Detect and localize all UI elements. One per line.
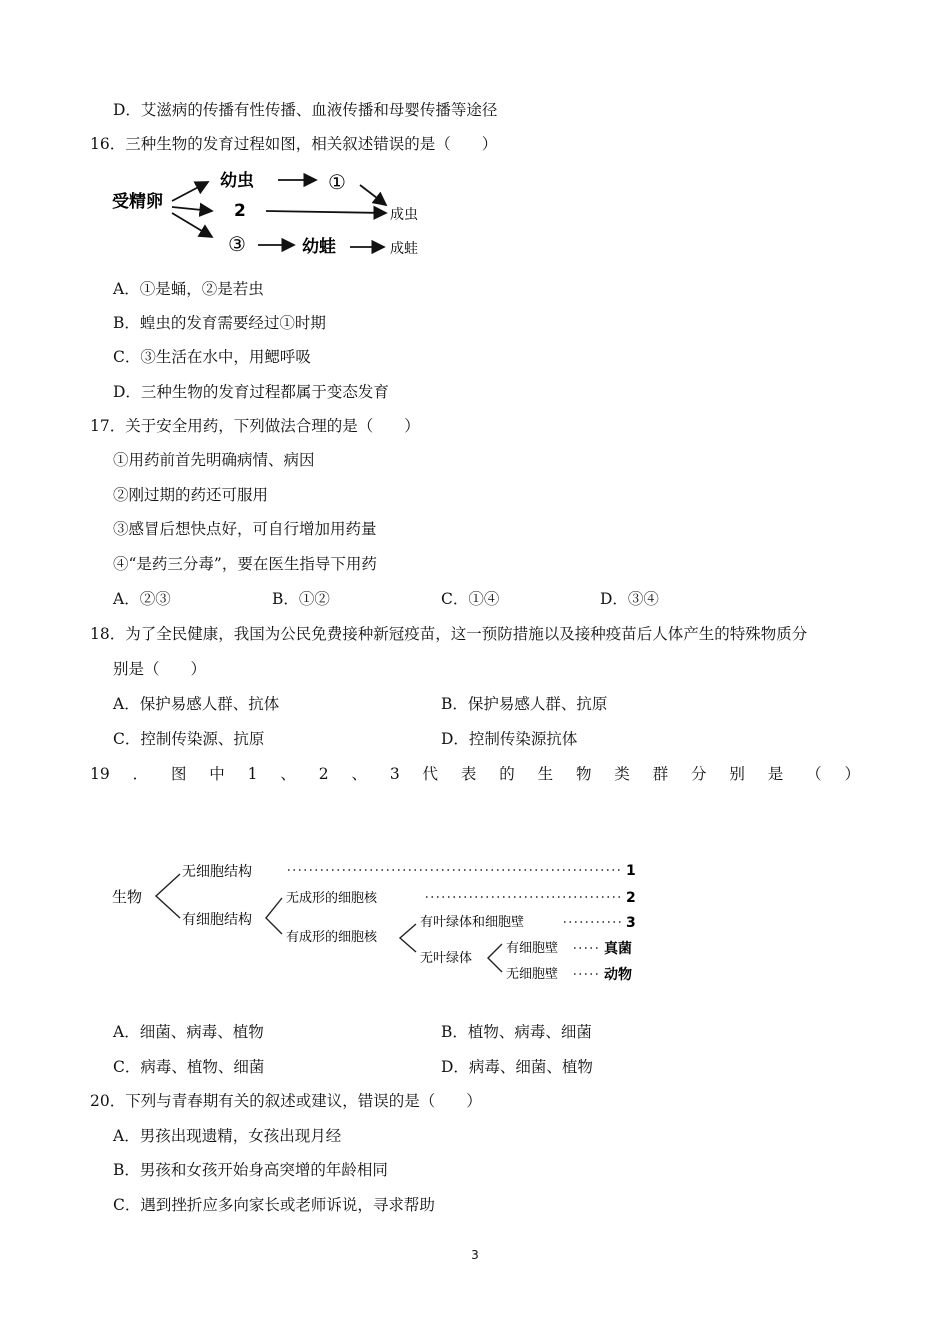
q20-option-b: B．男孩和女孩开始身高突增的年龄相同 xyxy=(113,1161,388,1179)
q17-option-c: C．①④ xyxy=(441,590,500,608)
q16-option-b: B．蝗虫的发育需要经过①时期 xyxy=(113,314,326,332)
q16-option-d: D．三种生物的发育过程都属于变态发育 xyxy=(113,383,389,401)
q19-group-1: 1 xyxy=(626,863,636,879)
q19-option-c: C．病毒、植物、细菌 xyxy=(113,1058,265,1076)
q16-larva-label: 幼虫 xyxy=(220,171,254,191)
q16-stage-3: ③ xyxy=(228,232,246,256)
q19-has-nucleus-label: 有成形的细胞核 xyxy=(286,930,378,945)
q17-option-b: B．①② xyxy=(272,590,330,608)
q19-no-wall-label: 无细胞壁 xyxy=(506,967,559,982)
q19-has-cell-label: 有细胞结构 xyxy=(182,912,252,928)
q17-stem: 17．关于安全用药，下列做法合理的是（ ） xyxy=(90,417,420,435)
q16-arrow-egg-2 xyxy=(172,207,212,211)
q17-statement-1: ①用药前首先明确病情、病因 xyxy=(113,451,315,469)
q18-option-d: D．控制传染源抗体 xyxy=(441,730,578,748)
q18-stem-line2: 别是（ ） xyxy=(113,660,207,678)
q18-option-c: C．控制传染源、抗原 xyxy=(113,730,265,748)
q16-arrow-egg-larva xyxy=(172,182,208,201)
q16-development-diagram xyxy=(108,165,438,265)
q16-adult-insect-label: 成虫 xyxy=(390,207,418,223)
q19-option-d: D．病毒、细菌、植物 xyxy=(441,1058,593,1076)
q16-arrow-1-adult xyxy=(360,185,386,205)
q16-adult-frog-label: 成蛙 xyxy=(390,241,418,257)
q18-option-a: A．保护易感人群、抗体 xyxy=(113,695,280,713)
q19-no-nucleus-label: 无成形的细胞核 xyxy=(286,891,378,906)
q16-tadpole-label: 幼蛙 xyxy=(302,237,336,257)
q19-brace-chloro xyxy=(488,944,502,972)
q19-fungi-label: 真菌 xyxy=(604,941,632,957)
q19-brace-root xyxy=(156,874,180,918)
q20-stem: 20．下列与青春期有关的叙述或建议，错误的是（ ） xyxy=(90,1092,482,1110)
q16-stage-2: 2 xyxy=(234,201,246,221)
q16-option-a: A．①是蛹，②是若虫 xyxy=(113,280,264,298)
q19-group-3: 3 xyxy=(626,915,636,931)
q19-classification-diagram xyxy=(110,850,650,990)
q19-group-2: 2 xyxy=(626,890,636,906)
q19-animal-label: 动物 xyxy=(604,967,632,983)
q16-option-c: C．③生活在水中，用鳃呼吸 xyxy=(113,348,311,366)
q19-root-label: 生物 xyxy=(112,888,143,906)
q19-chloro-wall-label: 有叶绿体和细胞壁 xyxy=(420,915,525,930)
q17-statement-4: ④“是药三分毒”，要在医生指导下用药 xyxy=(113,555,377,573)
q19-option-a: A．细菌、病毒、植物 xyxy=(113,1023,264,1041)
q15-option-d: D．艾滋病的传播有性传播、血液传播和母婴传播等途径 xyxy=(113,101,498,119)
q19-no-chloro-label: 无叶绿体 xyxy=(420,951,473,966)
q16-egg-label: 受精卵 xyxy=(112,192,163,212)
q19-has-wall-label: 有细胞壁 xyxy=(506,941,559,956)
q17-option-d: D．③④ xyxy=(600,590,659,608)
q20-option-c: C．遇到挫折应多向家长或老师诉说，寻求帮助 xyxy=(113,1196,435,1214)
page-number: 3 xyxy=(471,1248,479,1262)
q16-stem: 16．三种生物的发育过程如图，相关叙述错误的是（ ） xyxy=(90,135,498,153)
q16-arrow-egg-3 xyxy=(172,213,212,237)
q17-option-a: A．②③ xyxy=(113,590,171,608)
q16-stage-1: ① xyxy=(328,170,346,194)
q19-brace-cell xyxy=(266,898,282,934)
q18-stem-line1: 18．为了全民健康，我国为公民免费接种新冠疫苗，这一预防措施以及接种疫苗后人体产生的特殊物质分 xyxy=(90,625,808,643)
q16-arrow-2-adult xyxy=(266,211,386,213)
q17-statement-3: ③感冒后想快点好，可自行增加用药量 xyxy=(113,520,377,538)
q19-no-cell-label: 无细胞结构 xyxy=(182,864,252,880)
q19-brace-nucleus xyxy=(400,924,416,952)
q18-option-b: B．保护易感人群、抗原 xyxy=(441,695,608,713)
q19-option-b: B．植物、病毒、细菌 xyxy=(441,1023,592,1041)
q17-statement-2: ②刚过期的药还可服用 xyxy=(113,486,269,504)
q19-stem: 19 ． 图 中 1 、 2 、 3 代 表 的 生 物 类 群 分 别 是 （ ） xyxy=(90,765,860,783)
q20-option-a: A．男孩出现遗精，女孩出现月经 xyxy=(113,1127,342,1145)
